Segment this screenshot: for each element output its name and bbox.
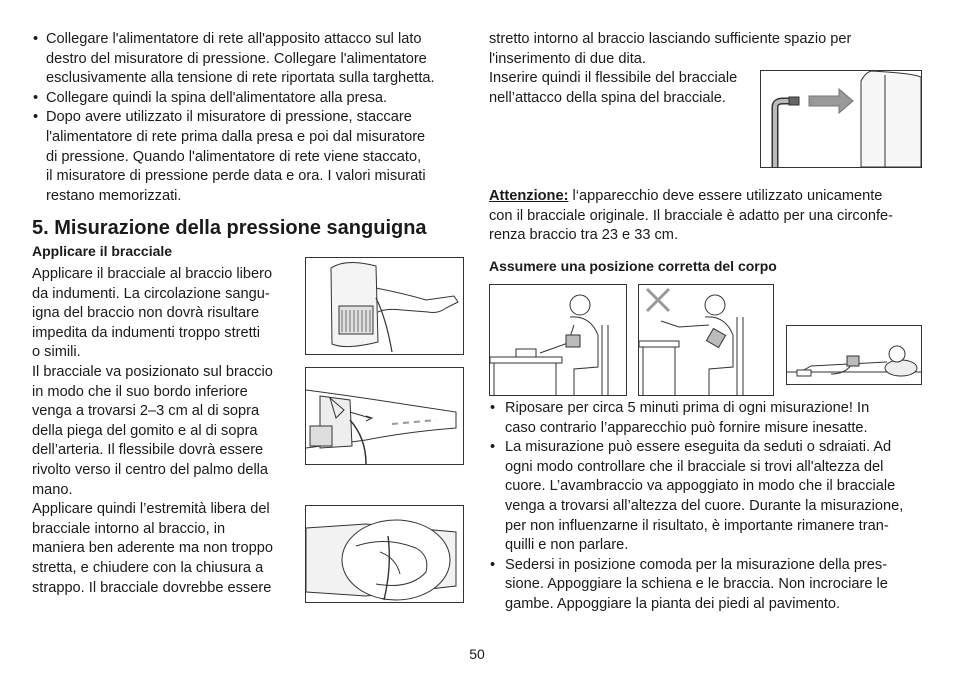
text-line: Applicare il bracciale al braccio libero xyxy=(32,266,273,282)
text-line: rivolto verso il centro del palmo della xyxy=(32,461,269,478)
text-line: stretto intorno al braccio lasciando sufficiente spazio per xyxy=(489,31,852,47)
hose-connector-illustration xyxy=(760,70,922,168)
text-line: cuore. L’avambraccio va appoggiato in modo che il bracciale xyxy=(505,478,896,495)
cuff-instructions xyxy=(32,265,294,598)
posture-heading: Assumere una posizione corretta del corpo xyxy=(489,258,777,274)
power-supply-bullets xyxy=(32,30,457,206)
cuff-on-arm-illustration xyxy=(305,257,464,355)
text-line: nell’attacco della spina del bracciale. xyxy=(489,89,726,106)
text-line: caso contrario l’apparecchio può fornire misure inesatte. xyxy=(505,419,868,436)
cuff-closing-illustration xyxy=(305,505,464,603)
text-line: in modo che il suo bordo inferiore xyxy=(32,383,248,400)
text-line: da indumenti. La circolazione sangu- xyxy=(32,285,270,302)
text-line: destro del misuratore di pressione. Collegare l'alimentatore xyxy=(46,50,427,67)
attention-label: Attenzione: xyxy=(489,188,569,204)
text-line: o simili. xyxy=(32,344,81,361)
text-line: Collegare quindi la spina dell'alimentatore alla presa. xyxy=(46,89,388,106)
bullet-item xyxy=(32,30,457,89)
bullet-dot: • xyxy=(33,109,39,126)
text-line: bracciale intorno al braccio, in xyxy=(32,520,226,537)
text-line: restano memorizzati. xyxy=(46,187,182,204)
bullet-item xyxy=(32,89,457,109)
bullet-item xyxy=(489,399,929,438)
attention-text: l‘apparecchio deve essere utilizzato unicamente xyxy=(568,188,883,204)
text-line: Il bracciale va posizionato sul braccio xyxy=(32,363,273,380)
text-line: della piega del gomito e al di sopra xyxy=(32,422,258,439)
posture-bullets xyxy=(489,399,929,615)
bullet-dot: • xyxy=(490,439,496,456)
lying-position-illustration xyxy=(786,325,922,385)
text-line: Inserire quindi il flessibile del bracciale xyxy=(489,70,738,86)
cuff-heading: Applicare il bracciale xyxy=(32,243,173,259)
text-line: renza braccio tra 23 e 33 cm. xyxy=(489,227,678,244)
attention-note xyxy=(489,187,929,246)
text-line: mano. xyxy=(32,481,73,498)
bullet-dot: • xyxy=(490,556,496,573)
text-line: venga a trovarsi 2–3 cm al di sopra xyxy=(32,403,260,420)
bullet-item xyxy=(489,556,929,615)
bullet-dot: • xyxy=(33,89,39,106)
text-line: l'inserimento di due dita. xyxy=(489,50,646,67)
text-line: gambe. Appoggiare la pianta dei piedi al pavimento. xyxy=(505,595,841,612)
text-line: Sedersi in posizione comoda per la misurazione della pres- xyxy=(505,556,888,573)
section-title: 5. Misurazione della pressione sanguigna xyxy=(32,217,427,239)
page-number: 50 xyxy=(469,646,485,662)
text-line: di pressione. Quando l'alimentatore di rete viene staccato, xyxy=(46,148,422,165)
bullet-item xyxy=(489,438,929,556)
incorrect-sitting-illustration xyxy=(638,284,774,396)
cuff-position-elbow-illustration xyxy=(305,367,464,465)
right-continued-text xyxy=(489,30,929,69)
text-line: esclusivamente alla tensione di rete riportata sulla targhetta. xyxy=(46,70,435,87)
text-line: Dopo avere utilizzato il misuratore di pressione, staccare xyxy=(46,109,412,126)
text-line: con il bracciale originale. Il bracciale è adatto per una circonfe- xyxy=(489,207,893,224)
text-line: sione. Appoggiare la schiena e le braccia. Non incrociare le xyxy=(505,576,888,593)
text-line: Applicare quindi l’estremità libera del xyxy=(32,501,270,518)
text-line: per non influenzarne il risultato, è importante rimanere tran- xyxy=(505,517,889,534)
hose-instruction xyxy=(489,69,754,108)
text-line: ogni modo controllare che il bracciale si trovi all'altezza del xyxy=(505,458,884,475)
text-line xyxy=(489,187,929,207)
text-line: stretta, e chiudere con la chiusura a xyxy=(32,559,264,576)
text-line: impedita da indumenti troppo stretti xyxy=(32,324,260,341)
text-line: maniera ben aderente ma non troppo xyxy=(32,540,273,557)
bullet-item xyxy=(32,108,457,206)
text-line: igna del braccio non dovrà risultare xyxy=(32,305,260,322)
text-line: venga a trovarsi all’altezza del cuore. Durante la misurazione, xyxy=(505,497,904,514)
correct-sitting-illustration xyxy=(489,284,627,396)
text-line: strappo. Il bracciale dovrebbe essere xyxy=(32,579,272,596)
text-line: l'alimentatore di rete prima dalla presa e poi dal misuratore xyxy=(46,128,426,145)
bullet-dot: • xyxy=(490,400,496,416)
bullet-dot: • xyxy=(33,31,39,47)
text-line: Collegare l'alimentatore di rete all'apposito attacco sul lato xyxy=(46,31,422,47)
text-line: quilli e non parlare. xyxy=(505,537,629,554)
text-line: dell’arteria. Il flessibile dovrà essere xyxy=(32,442,264,459)
text-line: La misurazione può essere eseguita da seduti o sdraiati. Ad xyxy=(505,439,892,456)
text-line: Riposare per circa 5 minuti prima di ogni misurazione! In xyxy=(505,400,870,416)
text-line: il misuratore di pressione perde data e ora. I valori misurati xyxy=(46,168,426,185)
